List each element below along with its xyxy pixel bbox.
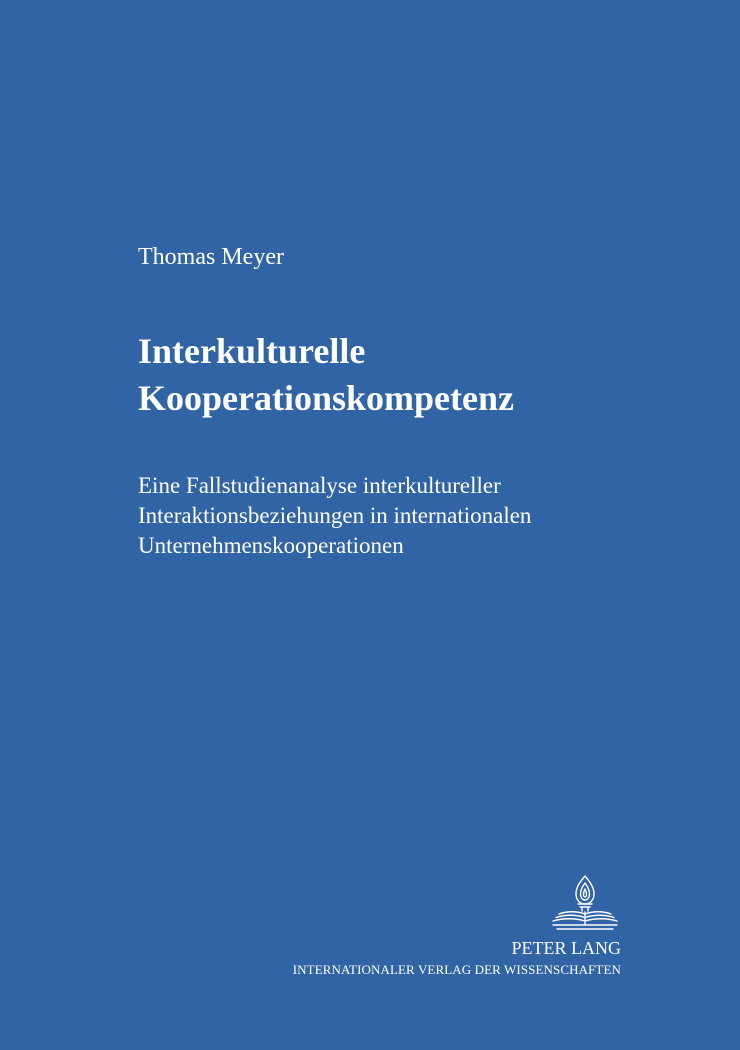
publisher-name: PETER LANG [511,938,621,958]
author-name: Thomas Meyer [138,244,284,270]
book-title [138,328,514,422]
subtitle-line-2: Interaktionsbeziehungen in internationalen [138,503,532,528]
book-subtitle [138,471,531,561]
publisher-tagline: INTERNATIONALER VERLAG DER WISSENSCHAFTEN [292,962,621,977]
title-line-2: Kooperationskompetenz [138,378,514,418]
subtitle-line-3: Unternehmenskooperationen [138,533,404,558]
title-line-1: Interkulturelle [138,331,366,371]
book-flame-icon [551,874,619,932]
subtitle-line-1: Eine Fallstudienanalyse interkultureller [138,473,501,498]
